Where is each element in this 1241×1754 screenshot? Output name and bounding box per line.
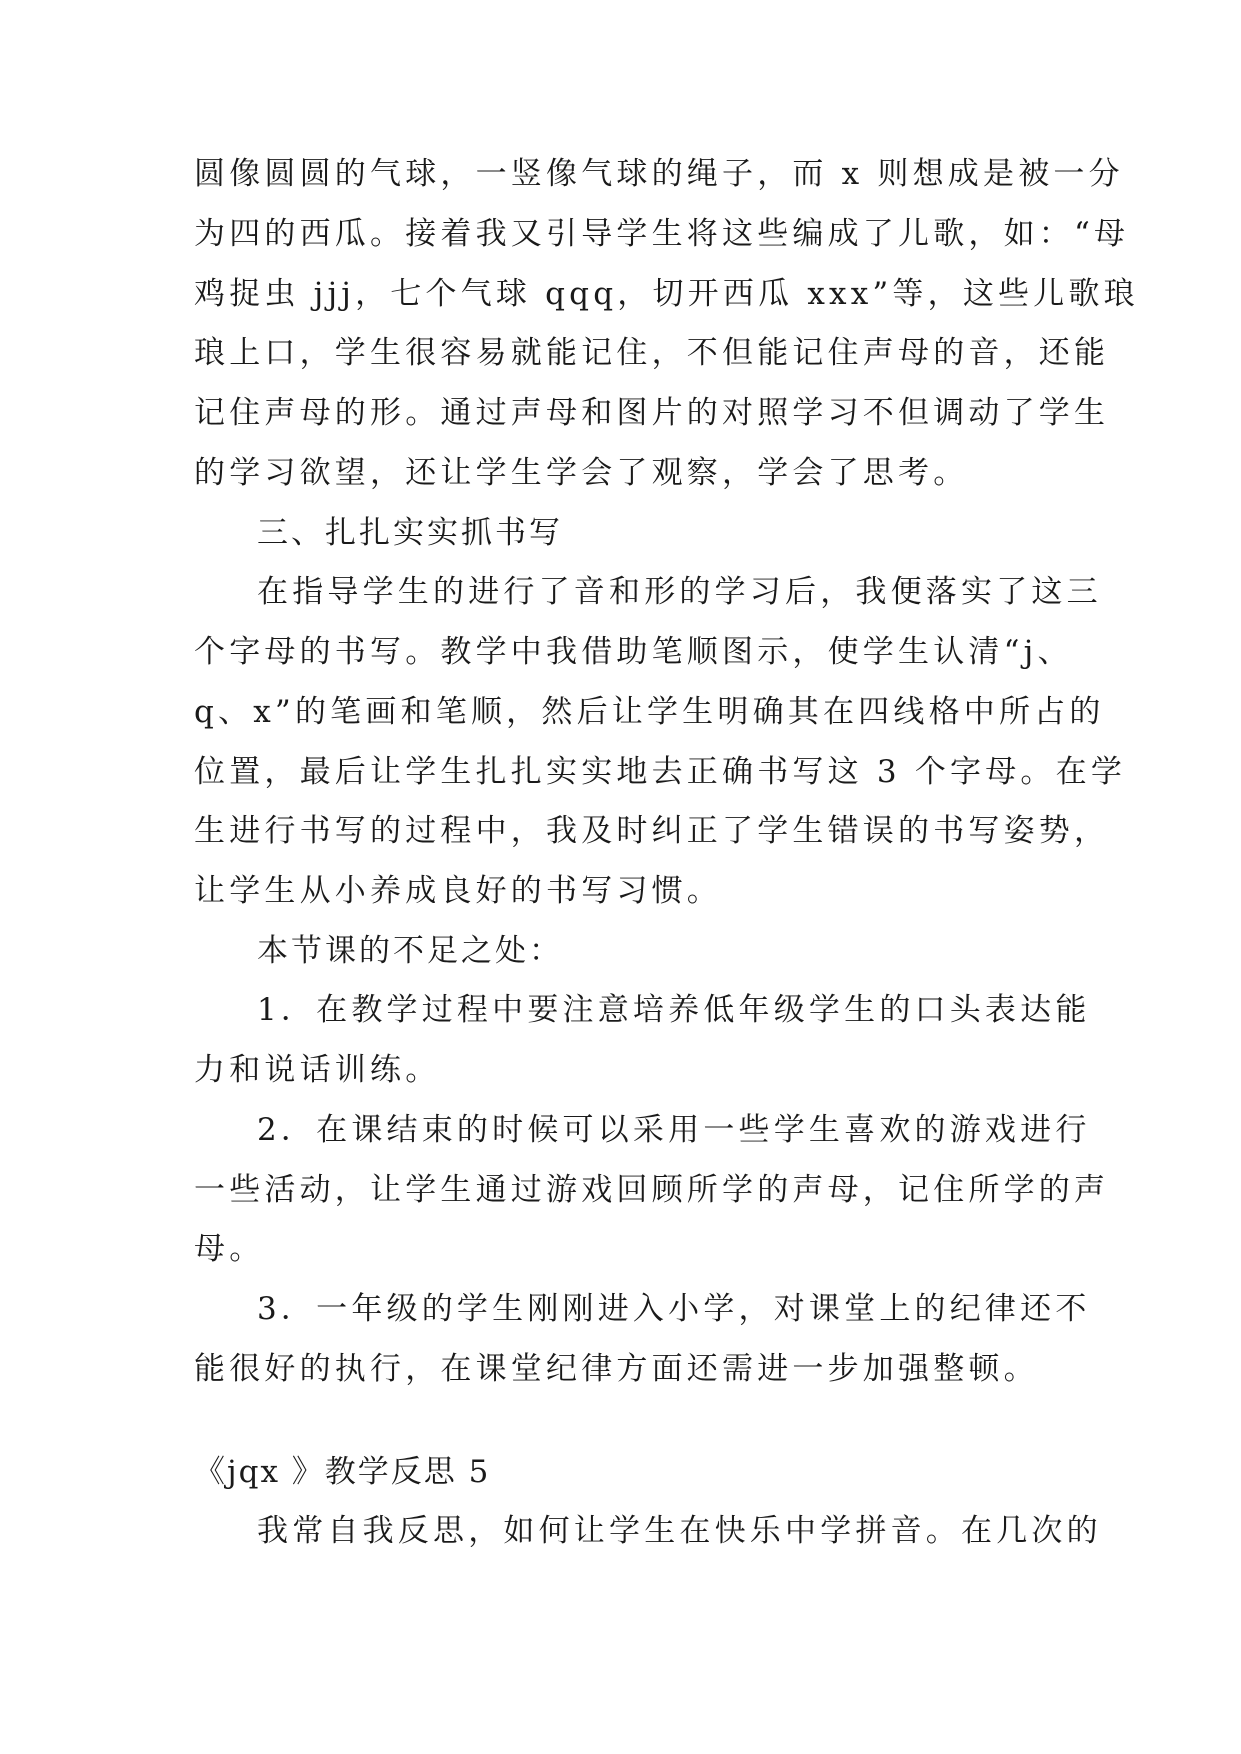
paragraph-line: 圆像圆圆的气球，一竖像气球的绳子，而 x 则想成是被一分	[194, 156, 1124, 192]
paragraph-line: 鸡捉虫 jjj，七个气球 qqq，切开西瓜 xxx”等，这些儿歌琅	[194, 276, 1139, 312]
paragraph-line: 个字母的书写。教学中我借助笔顺图示，使学生认清“j、	[194, 634, 1073, 670]
list-item-line: 1．在教学过程中要注意培养低年级学生的口头表达能	[257, 992, 1091, 1028]
paragraph-line: q、x”的笔画和笔顺，然后让学生明确其在四线格中所占的	[194, 694, 1105, 730]
paragraph-line: 位置，最后让学生扎扎实实地去正确书写这 3 个字母。在学	[194, 754, 1127, 790]
list-item-line: 力和说话训练。	[194, 1052, 441, 1088]
section-heading: 三、扎扎实实抓书写	[257, 515, 563, 551]
list-item-line: 2．在课结束的时候可以采用一些学生喜欢的游戏进行	[257, 1112, 1091, 1148]
paragraph-line: 让学生从小养成良好的书写习惯。	[194, 873, 722, 909]
article-title: 《jqx 》教学反思 5	[194, 1454, 491, 1490]
paragraph-line: 的学习欲望，还让学生学会了观察，学会了思考。	[194, 455, 969, 491]
list-item-line: 一些活动，让学生通过游戏回顾所学的声母，记住所学的声	[194, 1172, 1110, 1208]
paragraph-line: 我常自我反思，如何让学生在快乐中学拼音。在几次的	[257, 1513, 1102, 1549]
paragraph-line: 生进行书写的过程中，我及时纠正了学生错误的书写姿势，	[194, 813, 1110, 849]
subheading: 本节课的不足之处：	[257, 933, 563, 969]
list-item-line: 3．一年级的学生刚刚进入小学，对课堂上的纪律还不	[257, 1291, 1091, 1327]
list-item-line: 能很好的执行，在课堂纪律方面还需进一步加强整顿。	[194, 1351, 1039, 1387]
paragraph-line: 为四的西瓜。接着我又引导学生将这些编成了儿歌，如：“母	[194, 216, 1130, 252]
paragraph-line: 琅上口，学生很容易就能记住，不但能记住声母的音，还能	[194, 335, 1110, 371]
list-item-line: 母。	[194, 1231, 265, 1267]
paragraph-line: 在指导学生的进行了音和形的学习后，我便落实了这三	[257, 574, 1102, 610]
paragraph-line: 记住声母的形。通过声母和图片的对照学习不但调动了学生	[194, 395, 1110, 431]
